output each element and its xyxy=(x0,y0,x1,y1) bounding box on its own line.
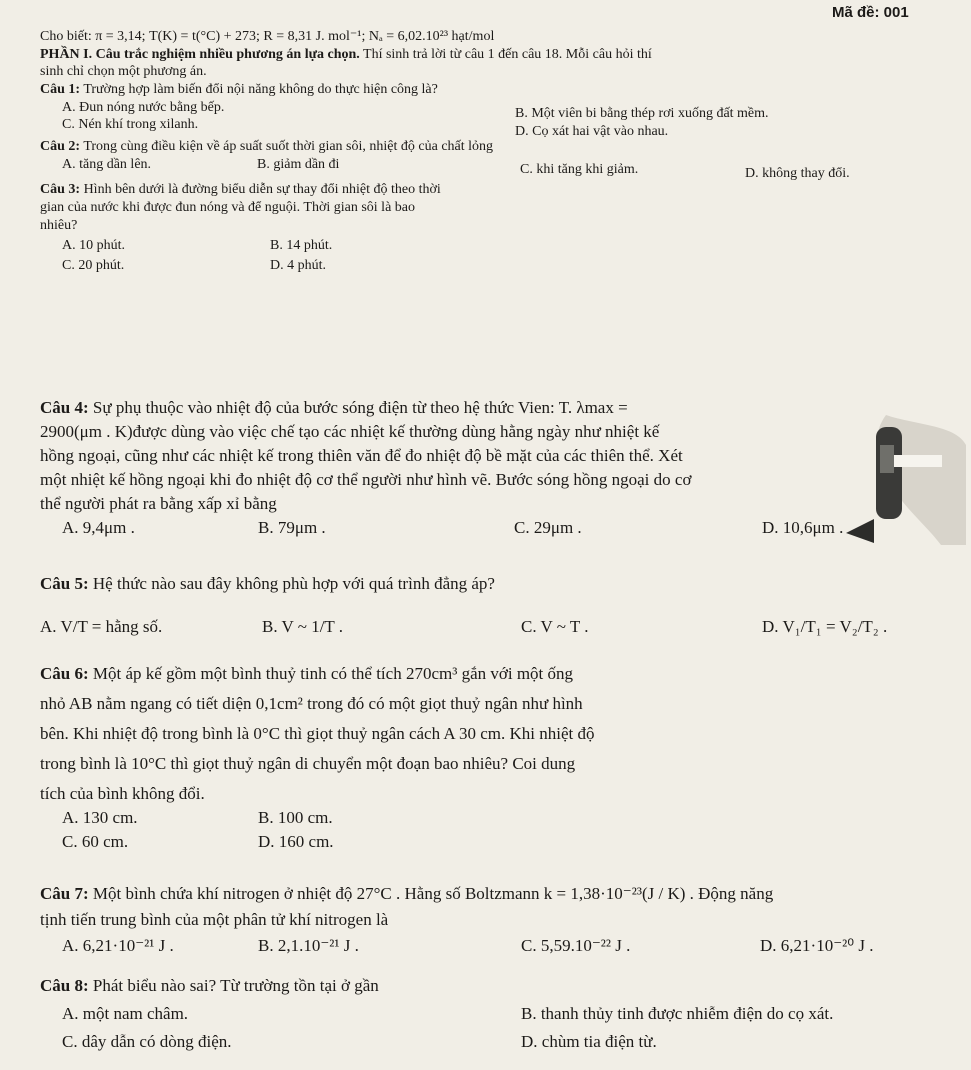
q2-option-b[interactable]: B. giảm dần đi xyxy=(257,157,340,172)
q5-option-d[interactable]: D. V₁/T₁ = V₂/T₂ . xyxy=(762,617,888,636)
q7-option-c[interactable]: C. 5,59.10⁻²² J . xyxy=(521,936,631,955)
thermometer-trigger xyxy=(846,519,874,543)
q6-option-d[interactable]: D. 160 cm. xyxy=(258,832,334,851)
q2-option-d[interactable]: D. không thay đổi. xyxy=(745,166,850,181)
section-instruction-cont: sinh chỉ chọn một phương án. xyxy=(40,64,207,79)
given-constants: Cho biết: π = 3,14; T(K) = t(°C) + 273; R = 8,31 J. mol⁻¹; Nₐ = 6,02.10²³ hạt/mol xyxy=(40,29,495,44)
q7-option-d[interactable]: D. 6,21·10⁻²⁰ J . xyxy=(760,936,874,955)
q3-option-a[interactable]: A. 10 phút. xyxy=(62,238,125,253)
q2-option-a[interactable]: A. tăng dần lên. xyxy=(62,157,152,172)
question-4-stem-3: hồng ngoại, cũng như các nhiệt kế trong thiên văn để đo nhiệt độ bề mặt của các thiên thể. Xét xyxy=(40,446,683,465)
question-7-stem: Câu 7: Một bình chứa khí nitrogen ở nhiệt độ 27°C . Hằng số Boltzmann k = 1,38·10⁻²³(J / K) . Động năng xyxy=(40,884,774,903)
question-5-stem: Câu 5: Hệ thức nào sau đây không phù hợp với quá trình đẳng áp? xyxy=(40,574,495,593)
q3-option-d[interactable]: D. 4 phút. xyxy=(270,258,326,273)
q8-option-a[interactable]: A. một nam châm. xyxy=(62,1004,189,1023)
q4-option-b[interactable]: B. 79μm . xyxy=(258,518,326,537)
question-3-stem-3: nhiêu? xyxy=(40,218,78,233)
q4-option-d[interactable]: D. 10,6μm . xyxy=(762,518,844,537)
question-8-stem: Câu 8: Phát biểu nào sai? Từ trường tồn tại ở gần xyxy=(40,976,379,995)
section-heading xyxy=(40,47,652,63)
question-4-stem-4: một nhiệt kế hồng ngoại khi đo nhiệt độ cơ thể người như hình vẽ. Bước sóng hồng ngoại do cơ xyxy=(40,470,692,489)
q1-option-d[interactable]: D. Cọ xát hai vật vào nhau. xyxy=(515,124,669,139)
q6-option-a[interactable]: A. 130 cm. xyxy=(62,808,138,827)
probe-tip xyxy=(894,455,942,467)
q2-option-c[interactable]: C. khi tăng khi giảm. xyxy=(520,162,639,177)
q5-option-b[interactable]: B. V ~ 1/T . xyxy=(262,617,343,636)
question-4-stem-2: 2900(μm . K)được dùng vào việc chế tạo các nhiệt kế thường dùng hằng ngày như nhiệt kế xyxy=(40,422,660,441)
q6-option-c[interactable]: C. 60 cm. xyxy=(62,832,129,851)
question-4-stem: Câu 4: Sự phụ thuộc vào nhiệt độ của bước sóng điện từ theo hệ thức Vien: T. λmax = xyxy=(40,398,628,417)
q7-option-b[interactable]: B. 2,1.10⁻²¹ J . xyxy=(258,936,359,955)
question-3-stem: Câu 3: Hình bên dưới là đường biểu diễn sự thay đổi nhiệt độ theo thời xyxy=(40,182,441,197)
q8-option-c[interactable]: C. dây dẫn có dòng điện. xyxy=(62,1032,232,1051)
section-instruction: Thí sinh trả lời từ câu 1 đến câu 18. Mỗi câu hỏi thí xyxy=(363,47,652,62)
question-3-stem-2: gian của nước khi được đun nóng và để nguội. Thời gian sôi là bao xyxy=(40,200,415,215)
q5-option-c[interactable]: C. V ~ T . xyxy=(521,617,589,636)
q4-option-a[interactable]: A. 9,4μm . xyxy=(62,518,135,537)
question-6-stem-4: trong bình là 10°C thì giọt thuỷ ngân di chuyển một đoạn bao nhiêu? Coi dung xyxy=(40,754,576,773)
question-2-stem: Câu 2: Trong cùng điều kiện về áp suất suốt thời gian sôi, nhiệt độ của chất lỏng xyxy=(40,139,494,154)
infrared-thermometer-figure xyxy=(846,415,966,545)
question-7-stem-2: tịnh tiến trung bình của một phân tử khí nitrogen là xyxy=(40,910,389,929)
q5-option-a[interactable]: A. V/T = hằng số. xyxy=(40,617,163,636)
q8-option-d[interactable]: D. chùm tia điện từ. xyxy=(521,1032,657,1051)
question-6-stem-5: tích của bình không đổi. xyxy=(40,784,205,803)
q1-option-a[interactable]: A. Đun nóng nước bằng bếp. xyxy=(62,100,225,115)
q6-option-b[interactable]: B. 100 cm. xyxy=(258,808,333,827)
question-6-stem-3: bên. Khi nhiệt độ trong bình là 0°C thì giọt thuỷ ngân cách A 30 cm. Khi nhiệt độ xyxy=(40,724,595,743)
question-1-stem: Câu 1: Trường hợp làm biến đổi nội năng không do thực hiện công là? xyxy=(40,82,438,97)
question-6-stem: Câu 6: Một áp kế gồm một bình thuỷ tinh có thể tích 270cm³ gắn với một ống xyxy=(40,664,574,683)
section-title: PHẦN I. Câu trắc nghiệm nhiều phương án lựa chọn. xyxy=(40,47,360,62)
thermometer-screen xyxy=(880,445,894,473)
question-6-stem-2: nhỏ AB nằm ngang có tiết diện 0,1cm² trong đó có một giọt thuỷ ngân như hình xyxy=(40,694,583,713)
question-4-stem-5: thể người phát ra bằng xấp xỉ bằng xyxy=(40,494,277,513)
q4-option-c[interactable]: C. 29μm . xyxy=(514,518,582,537)
exam-code: Mã đề: 001 xyxy=(832,4,909,21)
q1-option-c[interactable]: C. Nén khí trong xilanh. xyxy=(62,117,199,132)
q3-option-c[interactable]: C. 20 phút. xyxy=(62,258,125,273)
q1-option-b[interactable]: B. Một viên bi bằng thép rơi xuống đất mềm. xyxy=(515,106,769,121)
q8-option-b[interactable]: B. thanh thủy tinh được nhiễm điện do cọ xát. xyxy=(521,1004,834,1023)
q3-option-b[interactable]: B. 14 phút. xyxy=(270,238,333,253)
q7-option-a[interactable]: A. 6,21·10⁻²¹ J . xyxy=(62,936,174,955)
